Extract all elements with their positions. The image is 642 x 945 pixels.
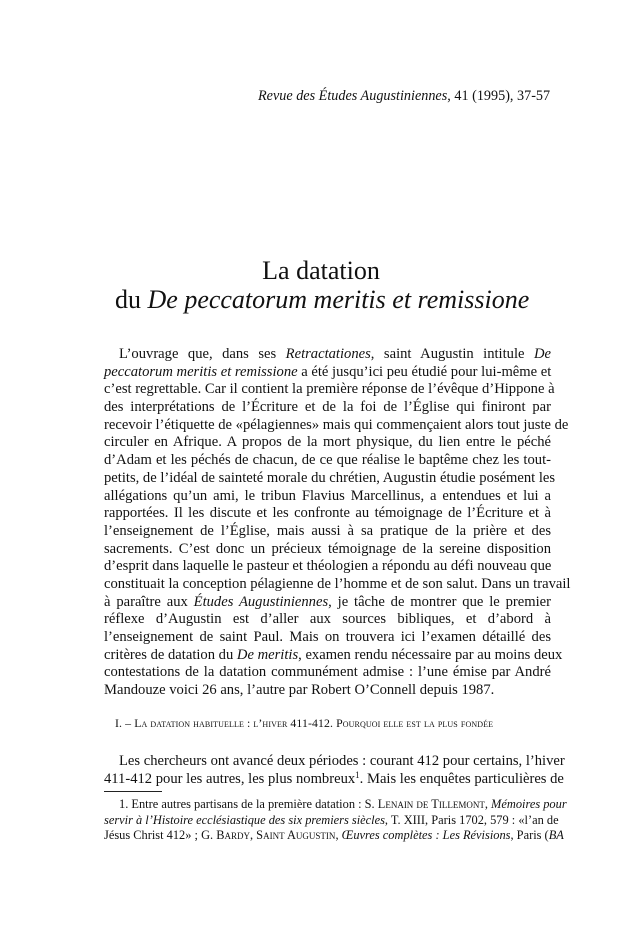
text-run-italic: De meritis: [236, 646, 299, 663]
text-run-italic: Mémoires pour: [491, 797, 567, 811]
text-line: des interprétations de l’Écriture et de la foi de l’Église qui finiront par: [104, 399, 551, 416]
text-run: , T. XIII, Paris 1702, 579 : «l’an de: [384, 812, 559, 827]
text-line: constituait la conception pélagienne de l’homme et de son salut. Dans un travail: [104, 575, 571, 592]
text-run-italic: Œuvres complètes : Les Révisions: [341, 828, 511, 842]
text-run: ,: [335, 828, 342, 842]
text-run: , examen rendu nécessaire par au moins deux: [298, 646, 563, 663]
text-run-italic: De: [533, 346, 552, 362]
title-italic: De peccatorum meritis et remissione: [147, 285, 530, 314]
footnote-1: [104, 797, 567, 844]
article-title-line-2: [115, 285, 529, 315]
text-line: [104, 646, 563, 665]
text-run: à paraître aux: [104, 593, 194, 610]
text-line: recevoir l’étiquette de «pélagiennes» mais qui commençaient alors tout juste de: [104, 416, 569, 433]
text-line: [104, 346, 551, 364]
text-line: d’Adam et les péchés de chacun, de ce que réalise le baptême chez les tout-: [104, 452, 551, 469]
journal-citation: [258, 88, 550, 105]
text-run-italic: Études Augustiniennes: [193, 593, 329, 610]
text-line: [104, 797, 567, 813]
text-run-italic: Retractationes: [285, 346, 371, 362]
section-number: I. –: [115, 716, 135, 730]
text-run-italic: servir à l’Histoire ecclésiastique des six premiers siècles: [104, 812, 385, 827]
text-run: 411-412 pour les autres, les plus nombreux: [104, 770, 356, 787]
footnote-divider: [104, 791, 162, 792]
paragraph-intro: [104, 346, 571, 700]
text-run: ,: [484, 797, 492, 811]
text-run: , saint Augustin intitule: [370, 346, 534, 362]
text-line: [104, 812, 559, 829]
text-line: réflexe d’Augustin est d’aller aux sources bibliques, et d’abord à: [104, 611, 551, 628]
text-line: Les chercheurs ont avancé deux périodes : courant 412 pour certains, l’hiver: [119, 753, 565, 769]
text-line: petits, de l’idéal de sainteté morale du chrétien, Augustin étudie posément les: [104, 469, 556, 486]
text-line: l’enseignement de l’Église, mais aussi à sa pratique de la prière et des: [104, 522, 551, 539]
text-run: , Paris (: [510, 828, 549, 842]
text-line: [104, 594, 551, 612]
text-line: d’esprit dans laquelle le pasteur et théologien a répondu au défi nouveau que: [104, 558, 552, 575]
text-line: Mandouze voici 26 ans, l’autre par Robert O’Connell depuis 1987.: [104, 682, 495, 699]
section-heading: [115, 716, 493, 731]
footnote-marker: 1: [355, 769, 360, 780]
text-line: l’enseignement de saint Paul. Mais on trouvera ici l’examen détaillé des: [104, 629, 551, 645]
text-run-italic: peccatorum meritis et remissione: [104, 363, 298, 380]
text-run: critères de datation du: [104, 646, 237, 663]
text-line: rapportées. Il les discute et les confronte au témoignage de l’Écriture et à: [104, 505, 551, 522]
text-line: sacrements. C’est donc un précieux témoignage de la sereine disposition: [104, 540, 551, 557]
text-line: [104, 769, 564, 789]
text-run: L’ouvrage que, dans ses: [119, 346, 286, 362]
title-prefix: du: [115, 285, 148, 314]
text-run: 1. Entre autres partisans de la première datation : S.: [119, 797, 378, 811]
author-name: Bardy, Saint Augustin: [216, 828, 336, 842]
section-title: La datation habituelle : l’hiver 411-412. Pourquoi elle est la plus fondée: [134, 716, 494, 730]
text-run: , je tâche de montrer que le premier: [328, 593, 551, 610]
text-line: contestations de la datation communément admise : l’une émise par André: [104, 664, 551, 681]
text-line: [104, 828, 564, 844]
text-run: a été jusqu’ici peu étudié pour lui-même et: [297, 363, 552, 380]
text-line: allégations qu’un ami, le tribun Flavius Marcellinus, a entendues et lui a: [104, 487, 551, 504]
paragraph-section-1: [104, 753, 565, 788]
text-line: [104, 364, 551, 382]
author-name: Lenain de Tillemont: [377, 797, 485, 811]
journal-reference: , 41 (1995), 37-57: [447, 88, 551, 104]
journal-title: Revue des Études Augustiniennes: [258, 88, 448, 104]
text-run: Jésus Christ 412» ; G.: [104, 828, 217, 842]
article-title-line-1: La datation: [262, 256, 380, 285]
text-run-italic: BA: [548, 828, 564, 842]
text-line: circuler en Afrique. A propos de la mort physique, du lien entre le péché: [104, 434, 551, 451]
text-run: . Mais les enquêtes particulières de: [359, 770, 564, 787]
text-line: c’est regrettable. Car il contient la première réponse de l’évêque d’Hippone à: [104, 381, 555, 398]
